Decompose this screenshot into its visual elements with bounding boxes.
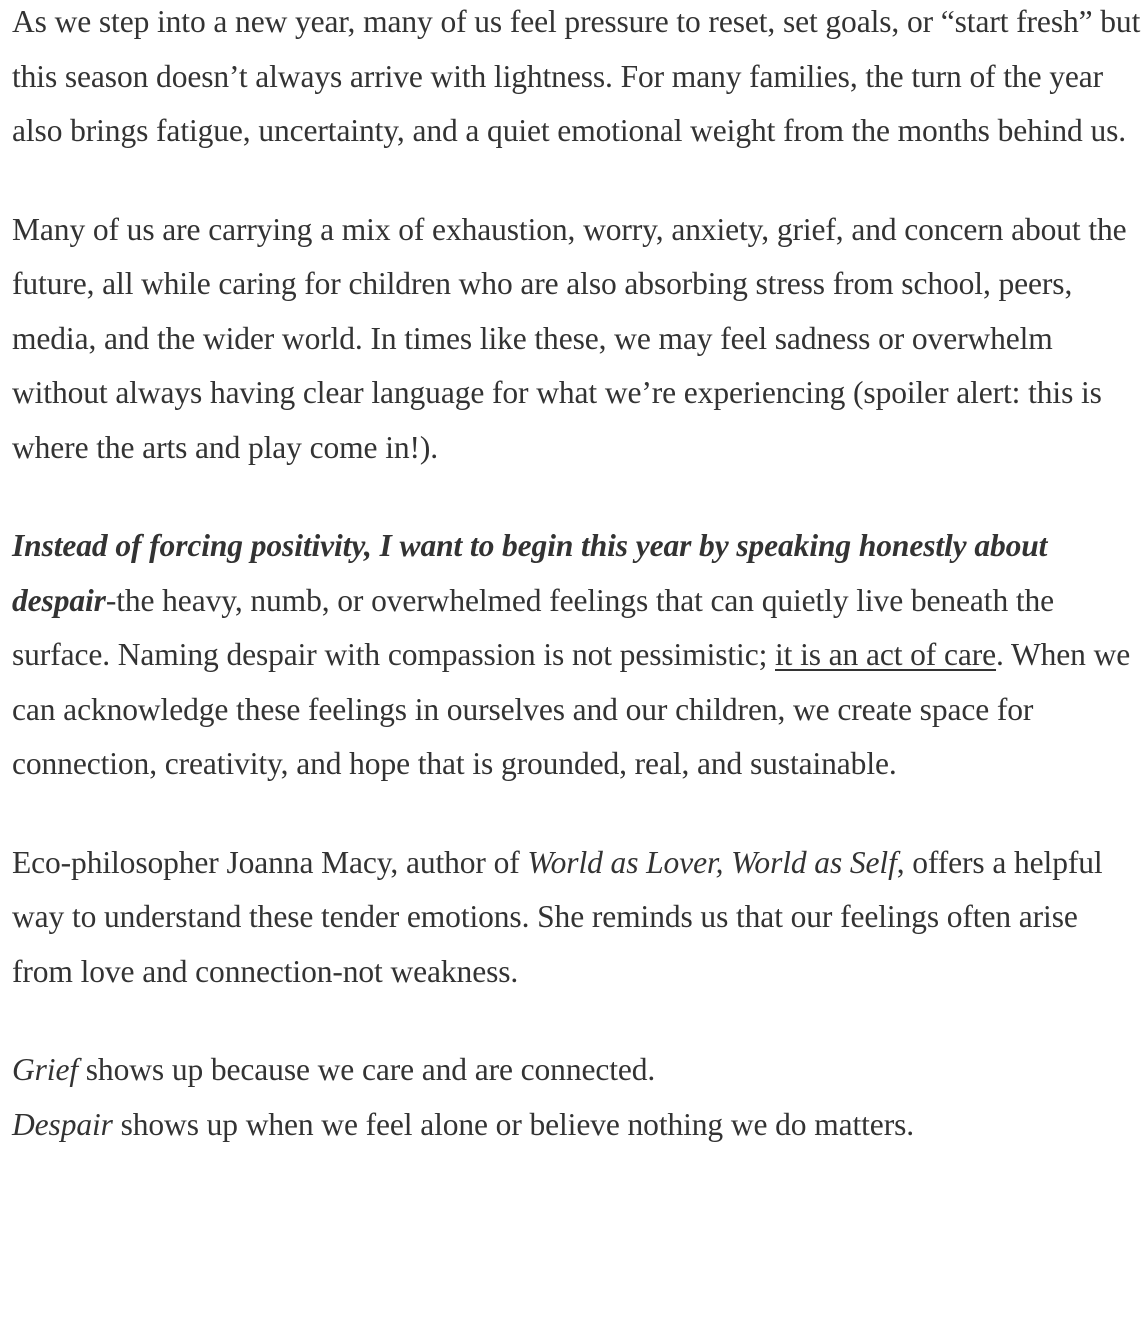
- despair-definition: shows up when we feel alone or believe nothing we do matters.: [112, 1106, 915, 1142]
- paragraph-intro: [12, 0, 1142, 159]
- grief-definition: shows up because we care and are connected.: [78, 1052, 656, 1087]
- emphasis-text: Instead of forcing positivity, I want to begin this year by speaking honestly about despair: [12, 528, 1048, 618]
- paragraph-despair-text-a: -the heavy, numb, or overwhelmed feelings that can quietly live beneath the surface. Naming despair with compassion is not pessimistic;: [12, 582, 1055, 672]
- grief-term: Grief: [12, 1052, 78, 1087]
- paragraph-stress-text: Many of us are carrying a mix of exhaustion, worry, anxiety, grief, and concern about the future, all while caring for children who are also absorbing stress from school, peers, media, and the wider world. In times like these, we may feel sadness or overwhelm without always having clear language for what we’re experiencing (spoiler alert: this is where the arts and play come in!).: [12, 211, 1127, 465]
- paragraph-intro-text: As we step into a new year, many of us feel pressure to reset, set goals, or “start fresh” but this season doesn’t always arrive with lightness. For many families, the turn of the year also brings fatigue, uncertainty, and a quiet emotional weight from the months behind us.: [12, 4, 1141, 148]
- act-of-care-link[interactable]: it is an act of care: [775, 637, 997, 672]
- book-title: World as Lover, World as Self: [527, 844, 897, 880]
- paragraph-definitions: [12, 1043, 1142, 1152]
- despair-term: Despair: [12, 1106, 113, 1142]
- paragraph-macy-text-b: , offers a helpful way to understand these tender emotions. She reminds us that our feelings often arise from love and connection-not weakness.: [12, 844, 1103, 989]
- paragraph-macy: [12, 836, 1142, 1000]
- paragraph-stress: [12, 203, 1142, 476]
- paragraph-despair: [12, 519, 1142, 792]
- paragraph-macy-text-a: Eco-philosopher Joanna Macy, author of: [12, 844, 528, 880]
- paragraph-despair-text-b: . When we can acknowledge these feelings in ourselves and our children, we create space for connection, creativity, and hope that is grounded, real, and sustainable.: [12, 637, 1131, 781]
